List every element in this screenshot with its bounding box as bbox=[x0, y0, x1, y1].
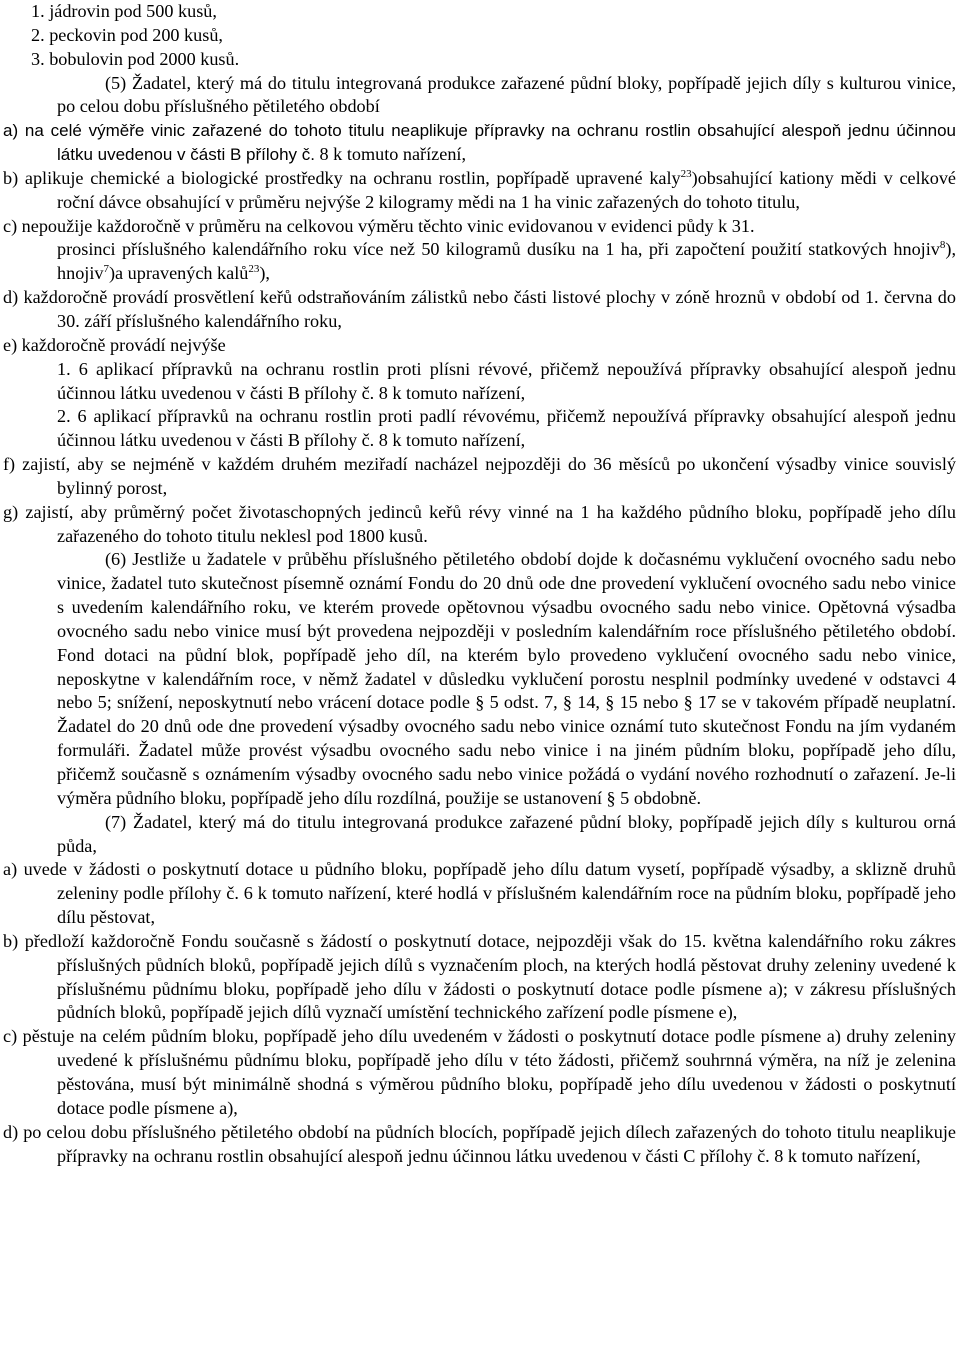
paragraph-5 bbox=[3, 72, 956, 549]
top-list bbox=[3, 0, 956, 72]
paragraph-5-item-e-1: 1. 6 aplikací přípravků na ochranu rostlin proti plísni révové, přičemž nepoužívá přípravky obsahující alespoň jednu účinnou látku uvedenou v části B přílohy č. 8 k tomuto nařízení, bbox=[57, 358, 956, 403]
paragraph-5-item-a bbox=[3, 119, 956, 167]
paragraph-5-item-g: g) zajistí, aby průměrný počet životaschopných jedinců keřů révy vinné na 1 ha každého půdního bloku, popřípadě jeho dílu zařazeného do tohoto titulu neklesl pod 1800 kusů. bbox=[3, 501, 956, 546]
paragraph-7-intro: (7) Žadatel, který má do titulu integrovaná produkce zařazené půdní bloky, popřípadě jejich díly s kulturou orná půda, bbox=[57, 811, 956, 856]
footnote-ref: 23 bbox=[680, 167, 692, 180]
paragraph-7 bbox=[3, 811, 956, 1169]
footnote-ref: 23 bbox=[248, 263, 260, 276]
paragraph-5-item-b bbox=[3, 167, 956, 215]
item-c-post: ), bbox=[259, 263, 270, 284]
paragraph-5-item-c-cont bbox=[3, 238, 956, 286]
paragraph-5-item-e-2: 2. 6 aplikací přípravků na ochranu rostlin proti padlí révovému, přičemž nepoužívá přípravky obsahující alespoň jednu účinnou látku uvedenou v části B přílohy č. 8 k tomuto nařízení, bbox=[57, 406, 956, 451]
item-a-text: a) na celé výměře vinic zařazené do tohoto titulu neaplikuje přípravky na ochranu rostlin obsahující alespoň jednu účinnou látku uvedenou v části B přílohy č. bbox=[3, 121, 956, 165]
item-c-mid2: )a upravených kalů bbox=[108, 263, 249, 284]
paragraph-6-text: (6) Jestliže u žadatele v průběhu příslušného pětiletého období dojde k dočasnému vyklučení ovocného sadu nebo vinice, žadatel tuto skutečnost písemně oznámí Fondu do 20 dnů ode dne provedení vyklučení ovocného sadu nebo vinice s uvedením kalendářního roku, ve kterém provede opětovnou výsadbu ovocného sadu nebo vinice. Opětovná výsadba ovocného sadu nebo vinice musí být provedena nejpozději v posledním kalendářním roce příslušného pětiletého období. Fond dotaci na půdní blok, popřípadě jeho díl, na kterém bylo provedeno vyklučení ovocného sadu nebo vinice, neposkytne v kalendářním roce, v němž žadatel v důsledku vyklučení porostu nesplnil podmínky uvedené v odstavci 4 nebo 5; snížení, neposkytnutí nebo vrácení dotace podle § 5 odst. 7, § 14, § 15 nebo § 17 se v takovém případě neuplatní. Žadatel do 20 dnů ode dne provedení výsadby ovocného sadu nebo vinice oznámí tuto skutečnost Fondu na jím vydaném formuláři. Žadatel může provést výsadbu ovocného sadu nebo vinice i na jiném půdním bloku, popřípadě jeho dílu, přičemž současně s oznámením výsadby ovocného sadu nebo vinice požádá o vydání nového rozhodnutí o zařazení. Je-li výměra půdního bloku, popřípadě jeho dílu rozdílná, použije se ustanovení § 5 obdobně. bbox=[57, 549, 956, 808]
list-item: 3. bobulovin pod 2000 kusů. bbox=[31, 48, 240, 69]
paragraph-6 bbox=[3, 548, 956, 810]
paragraph-5-item-d: d) každoročně provádí prosvětlení keřů odstraňováním zálistků nebo části listové plochy v zóně hroznů v období od 1. června do 30. září příslušného kalendářního roku, bbox=[3, 287, 956, 331]
paragraph-5-item-c: c) nepoužije každoročně v průměru na celkovou výměru těchto vinic evidovanou v evidenci půdy k 31. bbox=[3, 215, 755, 236]
footnote-ref: 7 bbox=[103, 263, 109, 276]
paragraph-7-item-a: a) uvede v žádosti o poskytnutí dotace u půdního bloku, popřípadě jeho dílu datum vysetí, popřípadě výsadby, a sklizně druhů zeleniny podle přílohy č. 6 k tomuto nařízení, které hodlá v příslušném kalendářním roce na půdním bloku, popřípadě jeho dílu pěstovat, bbox=[3, 859, 956, 928]
item-a-tail: 8 k tomuto nařízení, bbox=[314, 144, 467, 165]
list-item: 1. jádrovin pod 500 kusů, bbox=[31, 1, 217, 21]
paragraph-5-item-e: e) každoročně provádí nejvýše bbox=[3, 334, 226, 355]
paragraph-5-intro: (5) Žadatel, který má do titulu integrovaná produkce zařazené půdní bloky, popřípadě jejich díly s kulturou vinice, po celou dobu příslušného pětiletého období bbox=[57, 72, 956, 117]
paragraph-7-item-c: c) pěstuje na celém půdním bloku, popřípadě jeho dílu uvedeném v žádosti o poskytnutí dotace podle písmene a) druhy zeleniny uvedené k příslušnému půdnímu bloku, popřípadě jeho dílu v této žádosti, přičemž souhrnná výměra, na níž je zelenina pěstována, musí být minimálně shodná s výměrou půdního bloku, popřípadě jeho dílu uvedenou v žádosti o poskytnutí dotace podle písmene a), bbox=[3, 1026, 956, 1118]
item-b-post: )obsahující kationy mědi v celkové roční dávce obsahující v průměru nejvýše 2 kilogramy mědi na 1 ha vinic zařazených do tohoto titulu, bbox=[57, 167, 956, 212]
paragraph-7-item-d: d) po celou dobu příslušného pětiletého období na půdních blocích, popřípadě jejich dílech zařazených do tohoto titulu neaplikuje přípravky na ochranu rostlin obsahující alespoň jednu účinnou látku uvedenou v části C přílohy č. 8 k tomuto nařízení, bbox=[3, 1121, 956, 1166]
paragraph-5-item-f: f) zajistí, aby se nejméně v každém druhém meziřadí nacházel nejpozději do 36 měsíců po ukončení výsadby vinice souvislý bylinný porost, bbox=[3, 454, 956, 498]
item-b-pre: b) aplikuje chemické a biologické prostředky na ochranu rostlin, popřípadě upravené kaly bbox=[3, 167, 681, 188]
footnote-ref: 8 bbox=[939, 239, 946, 252]
list-item: 2. peckovin pod 200 kusů, bbox=[31, 24, 223, 45]
item-c-pre: prosinci příslušného kalendářního roku více než 50 kilogramů dusíku na 1 ha, při započtení použití statkových hnojiv bbox=[57, 239, 940, 260]
paragraph-7-item-b: b) předloží každoročně Fondu současně s žádostí o poskytnutí dotace, nejpozději však do 15. května kalendářního roku zákres příslušných půdních bloků, popřípadě jejich dílů s vyznačením ploch, na kterých hodlá pěstovat druhy zeleniny uvedené k příslušnému půdnímu bloku, popřípadě jeho dílu v žádosti o poskytnutí dotace podle písmene a); v zákresu příslušných půdních bloků, popřípadě jejich dílů vyznačí umístění technického zařízení podle písmene e), bbox=[3, 930, 956, 1023]
item-c-mid: ), hnojiv bbox=[57, 239, 956, 284]
